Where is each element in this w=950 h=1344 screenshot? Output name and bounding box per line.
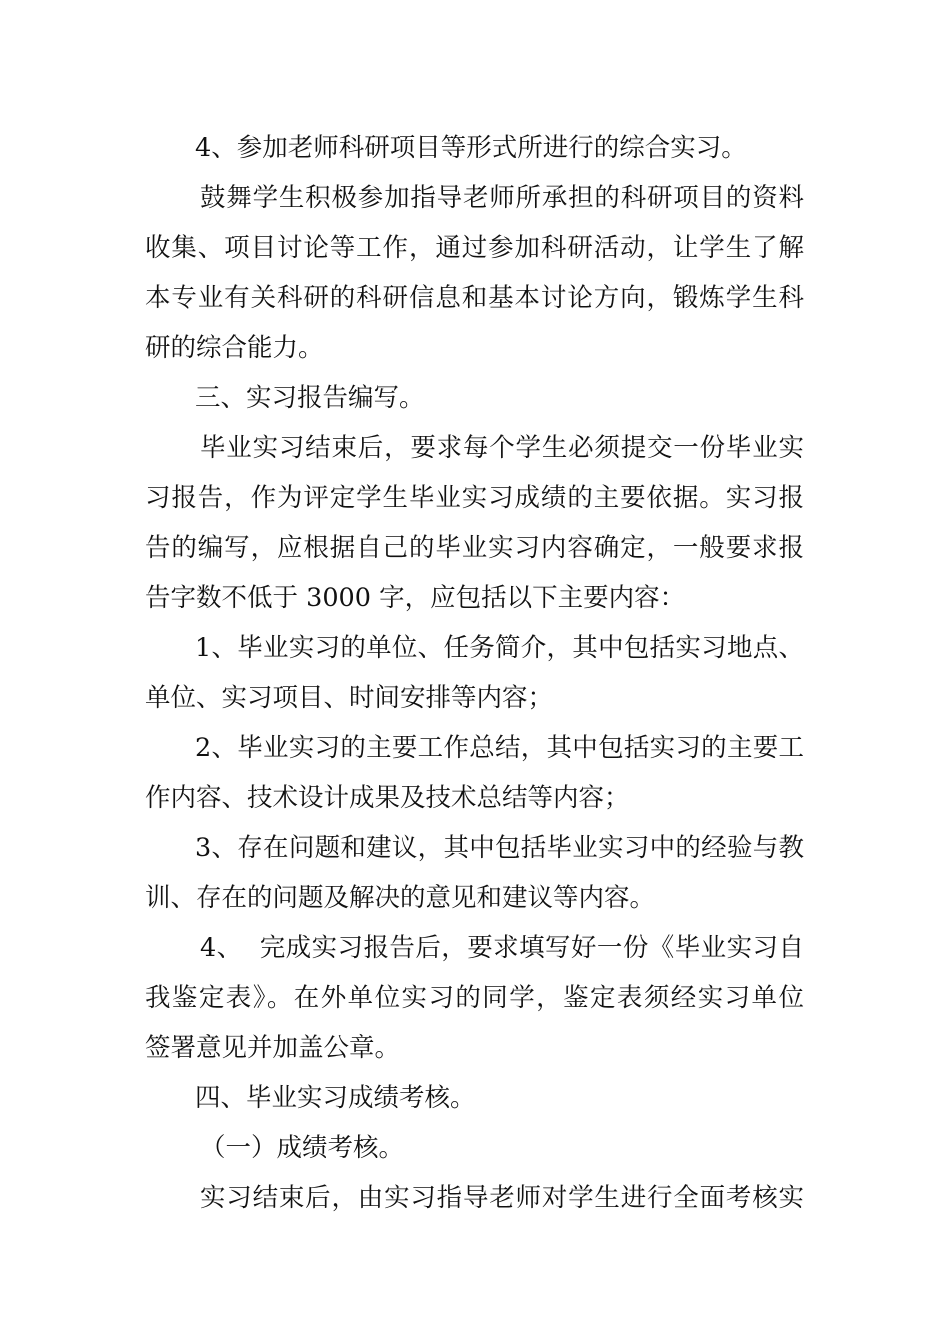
text-line: 签署意见并加盖公章。	[145, 1033, 401, 1063]
text-line: 鼓舞学生积极参加指导老师所承担的科研项目的资料	[200, 183, 804, 213]
text-line: 训、存在的问题及解决的意见和建议等内容。	[145, 883, 656, 913]
text-line: 单位、实习项目、时间安排等内容；	[145, 683, 554, 713]
subsection-heading: （一）成绩考核。	[200, 1133, 405, 1163]
text-line: 3、存在问题和建议，其中包括毕业实习中的经验与教	[195, 833, 804, 863]
text-line: 1、毕业实习的单位、任务简介，其中包括实习地点、	[195, 633, 804, 663]
text-line: 4、参加老师科研项目等形式所进行的综合实习。	[195, 133, 747, 163]
text-line: 4、 完成实习报告后，要求填写好一份《毕业实习自	[200, 933, 804, 963]
text-line: 2、毕业实习的主要工作总结，其中包括实习的主要工	[195, 733, 804, 763]
text-line: 实习结束后，由实习指导老师对学生进行全面考核实	[200, 1183, 804, 1213]
text-line: 收集、项目讨论等工作，通过参加科研活动，让学生了解	[145, 233, 804, 263]
text-line: 我鉴定表》。在外单位实习的同学，鉴定表须经实习单位	[145, 983, 804, 1013]
text-line: 本专业有关科研的科研信息和基本讨论方向，锻炼学生科	[145, 283, 804, 313]
text-line: 告的编写，应根据自己的毕业实习内容确定，一般要求报	[145, 533, 804, 563]
section-heading: 三、实习报告编写。	[195, 383, 425, 413]
text-line: 作内容、技术设计成果及技术总结等内容；	[145, 783, 630, 813]
section-heading: 四、毕业实习成绩考核。	[195, 1083, 476, 1113]
text-line: 研的综合能力。	[145, 333, 324, 363]
text-line: 习报告，作为评定学生毕业实习成绩的主要依据。实习报	[145, 483, 804, 513]
text-line: 毕业实习结束后，要求每个学生必须提交一份毕业实	[200, 433, 804, 463]
text-line: 告字数不低于 3000 字，应包括以下主要内容：	[145, 583, 686, 613]
